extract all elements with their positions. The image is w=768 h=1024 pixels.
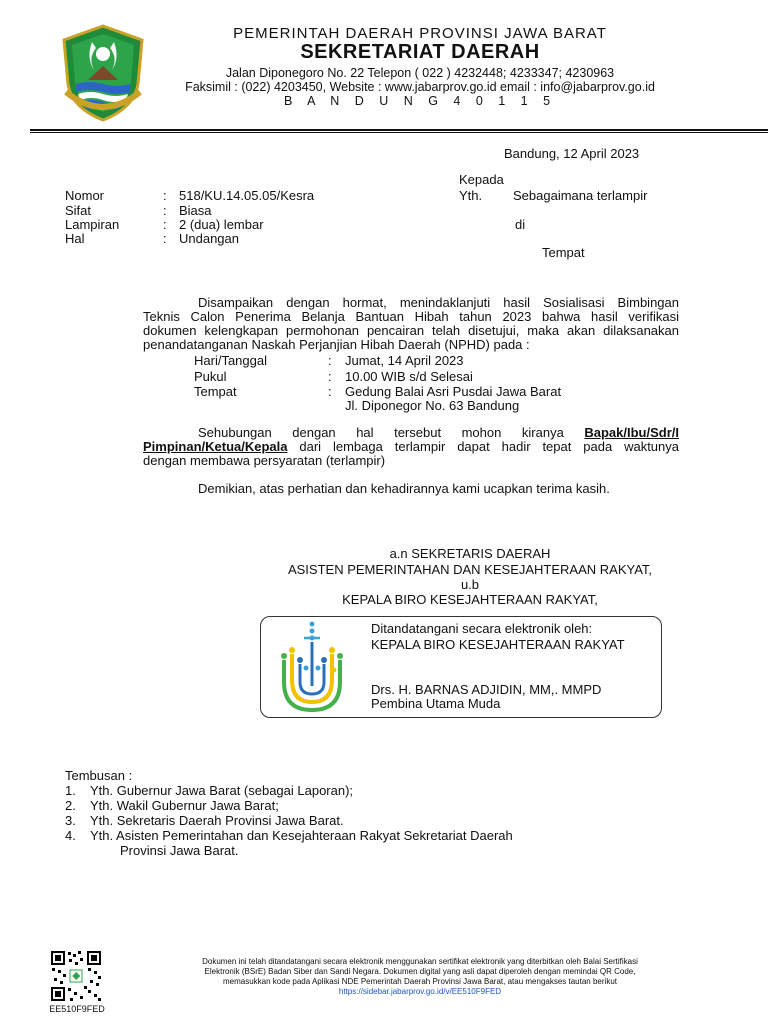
kepada-label: Kepada — [459, 172, 504, 187]
event-date-value: Jumat, 14 April 2023 — [345, 353, 464, 368]
meta-sifat-label: Sifat — [65, 203, 92, 218]
p2-line-3: dengan membawa persyaratan (terlampir) — [143, 453, 386, 468]
p2-addressee-1: Bapak/Ibu/Sdr/I — [584, 425, 679, 440]
p2-line-2 — [143, 440, 679, 454]
tembusan-no-3: 3. — [65, 813, 76, 828]
tembusan-item-2: Yth. Wakil Gubernur Jawa Barat; — [90, 798, 279, 813]
signatory-rank: Pembina Utama Muda — [371, 696, 501, 711]
tempat-label: Tempat — [542, 245, 585, 260]
p1-line-3: dokumen kelengkapan permohonan pencairan telah disetujui, maka akan dilaksanakan — [143, 323, 679, 338]
meta-hal-value: Undangan — [179, 231, 239, 246]
p2-line-1 — [143, 426, 679, 440]
signature-an: a.n SEKRETARIS DAERAH — [389, 546, 551, 561]
meta-nomor-sep: : — [163, 188, 167, 203]
event-date-label: Hari/Tanggal — [194, 353, 267, 368]
meta-lampiran-label: Lampiran — [65, 217, 120, 232]
qr-verification-code: EE510F9FED — [49, 1004, 105, 1014]
meta-sifat-value: Biasa — [179, 203, 212, 218]
tembusan-item-4-cont: Provinsi Jawa Barat. — [120, 843, 239, 858]
event-time-sep: : — [328, 369, 332, 384]
qr-code[interactable] — [50, 950, 102, 1002]
letterhead-rule-thin — [30, 132, 768, 133]
tembusan-no-4: 4. — [65, 828, 76, 843]
footer-line-1: Dokumen ini telah ditandatangani secara elektronik menggunakan sertifikat elektronik yang diterbitkan oleh Balai Sertifikasi — [202, 957, 638, 966]
tembusan-item-4: Yth. Asisten Pemerintahan dan Kesejahteraan Rakyat Sekretariat Daerah — [90, 828, 513, 843]
footer-line-2: Elektronik (BSrE) Badan Siber dan Sandi Negara. Dokumen digital yang asli dapat diperoleh dengan memindai QR Code, — [204, 967, 636, 976]
footer-line-3: memasukkan kode pada Aplikasi NDE Pemerintah Daerah Provinsi Jawa Barat, atau mengakses tautan berikut — [223, 977, 617, 986]
meta-hal-label: Hal — [65, 231, 85, 246]
letterhead-government: PEMERINTAH DAERAH PROVINSI JAWA BARAT — [233, 25, 607, 42]
p1-line-4: penandatanganan Naskah Perjanjian Hibah Daerah (NPHD) pada : — [143, 337, 530, 352]
body-paragraph-1 — [143, 296, 679, 352]
jawa-barat-emblem — [58, 22, 148, 122]
meta-lampiran-value: 2 (dua) lembar — [179, 217, 264, 232]
tembusan-no-2: 2. — [65, 798, 76, 813]
tembusan-title: Tembusan : — [65, 768, 133, 783]
meta-sifat-sep: : — [163, 203, 167, 218]
event-place-address: Jl. Diponegor No. 63 Bandung — [345, 398, 520, 413]
di-label: di — [515, 217, 526, 232]
yth-label: Yth. — [459, 188, 483, 203]
p1-line-2: Teknis Calon Penerima Belanja Bantuan Hibah tahun 2023 bahwa hasil verifikasi — [143, 309, 679, 324]
esign-position: KEPALA BIRO KESEJAHTERAAN RAKYAT — [371, 637, 625, 652]
tembusan-no-1: 1. — [65, 783, 76, 798]
p2-line-2-text: dari lembaga terlampir dapat hadir tepat pada waktunya — [287, 439, 679, 454]
tembusan-item-1: Yth. Gubernur Jawa Barat (sebagai Laporan); — [90, 783, 354, 798]
body-paragraph-3: Demikian, atas perhatian dan kehadirannya kami ucapkan terima kasih. — [198, 481, 610, 496]
signatory-name: Drs. H. BARNAS ADJIDIN, MM,. MMPD — [371, 682, 602, 697]
p1-line-1: Disampaikan dengan hormat, menindaklanjuti hasil Sosialisasi Bimbingan — [198, 295, 679, 310]
event-time-label: Pukul — [194, 369, 227, 384]
meta-lampiran-sep: : — [163, 217, 167, 232]
body-paragraph-2 — [143, 426, 679, 468]
event-place-value: Gedung Balai Asri Pusdai Jawa Barat — [345, 384, 562, 399]
event-place-sep: : — [328, 384, 332, 399]
signature-ub: u.b — [460, 577, 480, 592]
meta-nomor-value: 518/KU.14.05.05/Kesra — [179, 188, 315, 203]
letterhead-city: B A N D U N G 4 0 1 1 5 — [283, 94, 557, 108]
p2-line-1-text: Sehubungan dengan hal tersebut mohon kiranya — [198, 425, 585, 440]
letterhead-contact: Faksimil : (022) 4203450, Website : www.jabarprov.go.id email : info@jabarprov.go.id — [185, 80, 655, 94]
recipient: Sebagaimana terlampir — [513, 188, 648, 203]
event-place-label: Tempat — [194, 384, 237, 399]
event-time-value: 10.00 WIB s/d Selesai — [345, 369, 473, 384]
letter-date: Bandung, 12 April 2023 — [504, 146, 640, 161]
meta-nomor-label: Nomor — [65, 188, 105, 203]
meta-hal-sep: : — [163, 231, 167, 246]
signature-bureau: KEPALA BIRO KESEJAHTERAAN RAKYAT, — [342, 592, 598, 607]
bsre-signature-logo — [274, 620, 354, 712]
p2-addressee-2: Pimpinan/Ketua/Kepala — [143, 439, 288, 454]
signature-assistant: ASISTEN PEMERINTAHAN DAN KESEJAHTERAAN RAKYAT, — [287, 562, 653, 577]
letterhead-address: Jalan Diponegoro No. 22 Telepon ( 022 ) 4232448; 4233347; 4230963 — [225, 66, 615, 80]
letterhead-secretariat: SEKRETARIAT DAERAH — [300, 41, 540, 63]
esign-caption: Ditandatangani secara elektronik oleh: — [371, 621, 593, 636]
verification-link[interactable]: https://sidebar.jabarprov.go.id/v/EE510F9FED — [338, 987, 502, 996]
event-date-sep: : — [328, 353, 332, 368]
letterhead-rule-thick — [30, 129, 768, 131]
tembusan-item-3: Yth. Sekretaris Daerah Provinsi Jawa Barat. — [90, 813, 344, 828]
